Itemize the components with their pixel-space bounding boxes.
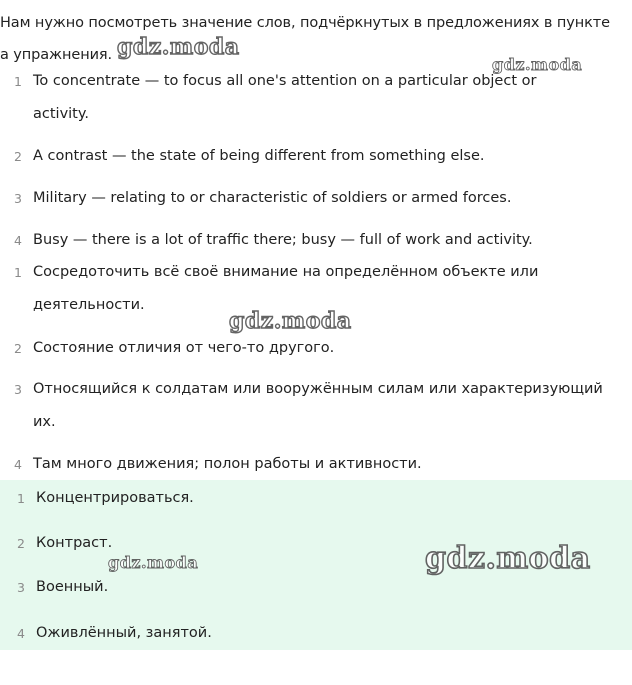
answer-text: Оживлённый, занятой. — [36, 625, 212, 641]
item-text-line-1: Состояние отличия от чего-то другого. — [33, 340, 335, 356]
item-text-line-2: деятельности. — [33, 297, 145, 313]
item-number: 1 — [14, 265, 22, 280]
item-number: 1 — [17, 491, 25, 506]
intro-line-1: Нам нужно посмотреть значение слов, подчёркнутых в предложениях в пункте — [0, 15, 610, 31]
answer-text: Военный. — [36, 579, 109, 595]
item-text-line-2: activity. — [33, 106, 89, 122]
item-text-line-1: A contrast — the state of being different from something else. — [33, 148, 485, 164]
item-number: 2 — [17, 536, 25, 551]
watermark-logo: gdz.moda — [492, 55, 583, 74]
item-number: 1 — [14, 74, 22, 89]
item-text-line-1: Относящийся к солдатам или вооружённым силам или характеризующий — [33, 381, 603, 397]
watermark-logo: gdz.moda — [229, 308, 352, 334]
answer-text: Контраст. — [36, 535, 113, 551]
item-number: 4 — [14, 233, 22, 248]
item-text-line-2: их. — [33, 414, 56, 430]
item-number: 2 — [14, 149, 22, 164]
item-text-line-1: Там много движения; полон работы и активности. — [33, 456, 422, 472]
item-number: 3 — [17, 580, 25, 595]
item-number: 2 — [14, 341, 22, 356]
item-text-line-1: Military — relating to or characteristic of soldiers or armed forces. — [33, 190, 512, 206]
item-number: 4 — [17, 626, 25, 641]
item-number: 4 — [14, 457, 22, 472]
watermark-logo: gdz.moda — [117, 34, 240, 60]
watermark-logo: gdz.moda — [108, 553, 199, 572]
answer-text: Концентрироваться. — [36, 490, 194, 506]
item-number: 3 — [14, 382, 22, 397]
intro-line-2: a упражнения. — [0, 47, 113, 63]
item-text-line-1: To concentrate — to focus all one's attention on a particular object or — [33, 73, 537, 89]
watermark-logo: gdz.moda — [425, 541, 591, 576]
item-number: 3 — [14, 191, 22, 206]
item-text-line-1: Busy — there is a lot of traffic there; busy — full of work and activity. — [33, 232, 533, 248]
item-text-line-1: Сосредоточить всё своё внимание на определённом объекте или — [33, 264, 539, 280]
